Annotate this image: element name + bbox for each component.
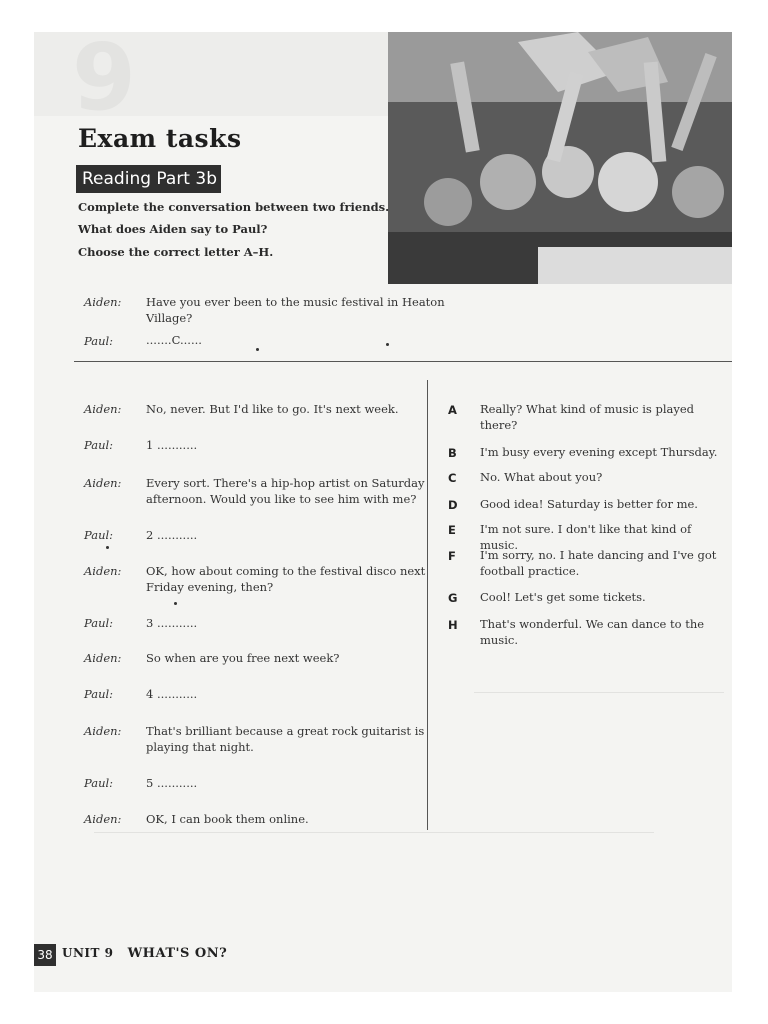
speck (386, 343, 389, 346)
option-letter: F (448, 549, 456, 563)
option-text: I'm not sure. I don't like that kind of music. (480, 522, 692, 552)
speck (106, 546, 109, 549)
conversation-speaker: Paul: (84, 438, 114, 452)
option-text: No. What about you? (480, 470, 603, 484)
speck (256, 348, 259, 351)
answer-gap-5: 5 ........... (146, 776, 198, 790)
instruction-line: What does Aiden say to Paul? (78, 222, 268, 236)
option-letter: D (448, 498, 458, 512)
option-text: That's wonderful. We can dance to the music. (480, 617, 705, 647)
conversation-speaker: Paul: (84, 528, 114, 542)
option-letter: A (448, 403, 457, 417)
option-text: I'm busy every evening except Thursday. (480, 445, 718, 459)
running-footer (62, 946, 227, 961)
conversation-speaker: Aiden: (84, 651, 122, 665)
instruction-line: Choose the correct letter A–H. (78, 245, 274, 259)
answer-gap-2: 2 ........... (146, 528, 198, 542)
conversation-speaker: Aiden: (84, 812, 122, 826)
part-heading: Reading Part 3b (76, 165, 221, 193)
instruction-line: Complete the conversation between two friends. (78, 200, 390, 214)
page-title: Exam tasks (78, 124, 242, 153)
option-letter: B (448, 446, 457, 460)
conversation-speaker: Aiden: (84, 564, 122, 578)
option-text: Good idea! Saturday is better for me. (480, 497, 698, 511)
section-divider (74, 361, 732, 362)
speck (174, 602, 177, 605)
show-through-area (474, 692, 724, 813)
festival-crowd-photo (388, 32, 732, 284)
example-speaker: Paul: (84, 334, 114, 348)
option-letter: E (448, 523, 456, 537)
conversation-speaker: Aiden: (84, 476, 122, 490)
conversation-line: OK, how about coming to the festival disco next Friday evening, then? (146, 564, 426, 594)
answer-gap-3: 3 ........... (146, 616, 198, 630)
page-number: 38 (34, 944, 56, 966)
example-speaker: Aiden: (84, 295, 122, 309)
conversation-speaker: Paul: (84, 776, 114, 790)
conversation-speaker: Paul: (84, 687, 114, 701)
answer-gap-4: 4 ........... (146, 687, 198, 701)
conversation-speaker: Paul: (84, 616, 114, 630)
unit-number: 9 (72, 32, 137, 131)
option-text: Really? What kind of music is played there? (480, 402, 695, 432)
conversation-line: No, never. But I'd like to go. It's next week. (146, 402, 399, 416)
option-letter: H (448, 618, 458, 632)
conversation-line: That's brilliant because a great rock guitarist is playing that night. (146, 724, 425, 754)
example-line: Have you ever been to the music festival in Heaton Village? (146, 295, 445, 325)
option-text: I'm sorry, no. I hate dancing and I've got football practice. (480, 548, 717, 578)
conversation-line: OK, I can book them online. (146, 812, 309, 826)
show-through-area (94, 832, 654, 923)
column-divider (427, 380, 428, 830)
option-text: Cool! Let's get some tickets. (480, 590, 646, 604)
conversation-speaker: Aiden: (84, 402, 122, 416)
crowd-illustration (388, 32, 732, 284)
conversation-speaker: Aiden: (84, 724, 122, 738)
unit-title: WHAT'S ON? (127, 946, 228, 961)
option-letter: C (448, 471, 457, 485)
answer-gap-1: 1 ........... (146, 438, 198, 452)
textbook-page (34, 32, 732, 992)
conversation-line: So when are you free next week? (146, 651, 340, 665)
conversation-line: Every sort. There's a hip-hop artist on Saturday afternoon. Would you like to see him with me? (146, 476, 425, 506)
option-letter: G (448, 591, 458, 605)
unit-label: UNIT 9 (62, 946, 114, 960)
example-answer: .......C...... (146, 333, 202, 347)
